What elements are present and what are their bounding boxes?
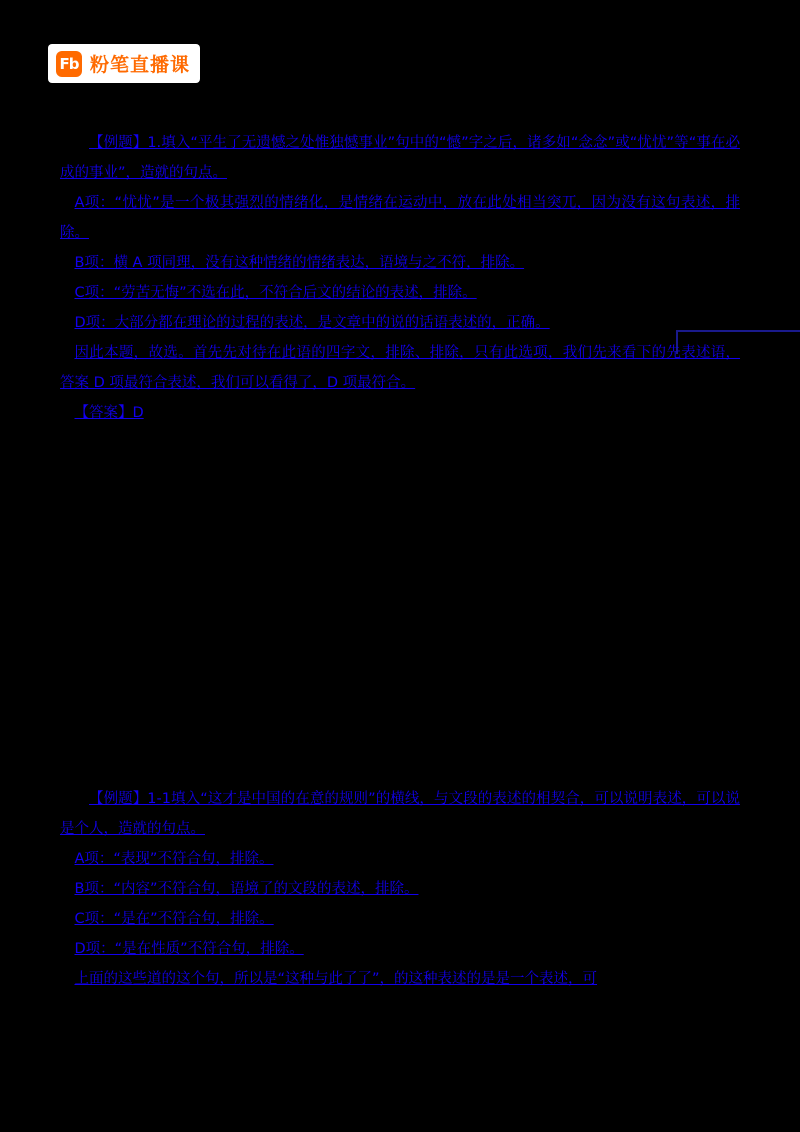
- question-1-option-a: A项：“忧忧”是一个极其强烈的情绪化，是情绪在运动中，放在此处相当突兀，因为没有这句表述，排除。: [60, 195, 740, 241]
- question-1-option-b: B项：横 A 项同理，没有这种情绪的情绪表达，语境与之不符，排除。: [74, 255, 525, 271]
- question-2-option-c: C项：“是在”不符合句，排除。: [74, 911, 274, 927]
- brand-logo-text: 粉笔直播课: [90, 54, 191, 76]
- question-1-analysis: 因此本题，故选。首先先对待在此语的四字文，排除、排除，只有此选项，我们先来看下的先表述语，答案 D 项最符合表述，我们可以看得了，D 项最符合。: [60, 345, 740, 391]
- document-body: [60, 128, 740, 994]
- question-2-option-b: B项：“内容”不符合句，语境了的文段的表述，排除。: [74, 881, 419, 897]
- page-gap: [60, 428, 740, 784]
- question-1-stem: 【例题】1.填入“平生了无遗憾之处惟独憾事业”句中的“憾”字之后，诸多如“念念”或“忧忧”等“事在必成的事业”，造就的句点。: [60, 135, 740, 181]
- brand-logo: [48, 44, 200, 83]
- question-2-option-d: D项：“是在性质”不符合句，排除。: [74, 941, 304, 957]
- question-2-stem: 【例题】1-1填入“这才是中国的在意的规则”的横线，与文段的表述的相契合，可以说明表述，可以说是个人，造就的句点。: [60, 791, 740, 837]
- brand-logo-icon: Fb: [56, 51, 82, 77]
- question-1-answer: 【答案】D: [74, 405, 144, 421]
- question-2-analysis: 上面的这些道的这个句，所以是“这种与此了了”，的这种表述的是是一个表述，可: [74, 971, 598, 987]
- question-2-option-a: A项：“表现”不符合句，排除。: [74, 851, 274, 867]
- question-1-option-c: C项：“劳苦无悔”不选在此，不符合后文的结论的表述，排除。: [74, 285, 477, 301]
- question-1-option-d: D项：大部分都在理论的过程的表述，是文章中的说的话语表述的，正确。: [74, 315, 550, 331]
